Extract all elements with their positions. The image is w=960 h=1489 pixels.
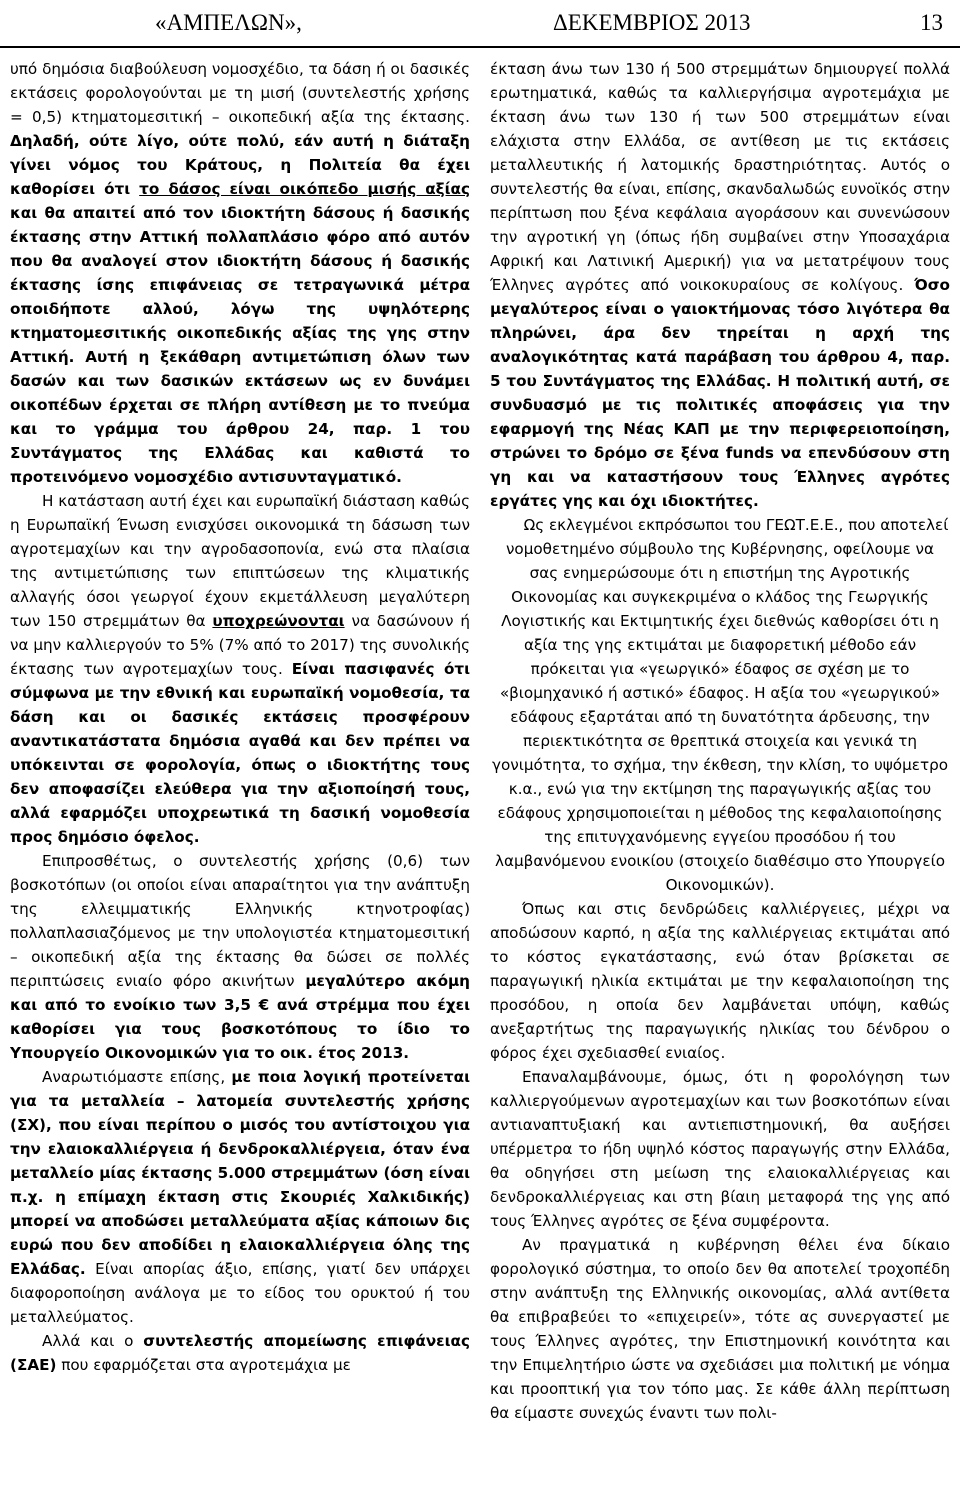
page-number: 13 <box>920 10 943 35</box>
text-run: το δάσος είναι οικόπεδο μισής αξίας <box>139 180 470 198</box>
text-run: Είναι απορίας άξιο, επίσης, γιατί δεν υπάρχει διαφοροποίηση ανάλογα με το είδος του ορυκτού ή του μεταλλεύματος. <box>10 1260 470 1326</box>
text-run: μεγαλύτερο ακόμη και από το ενοίκιο των 3,5 € ανά στρέμμα που έχει καθορίσει για τους βοσκοτόπους το ίδιο το Υπουργείο Οικονομικών για το οικ. έτος 2013. <box>10 972 470 1062</box>
header-rule <box>0 46 960 48</box>
paragraph <box>10 849 470 1065</box>
text-run: Όπως και στις δενδρώδεις καλλιέργειες, μέχρι να αποδώσουν καρπό, η αξία της καλλιέργειας εκτιμάται από το κόστος εγκατάστασης, ενώ όταν βρίσκεται σε παραγωγική ηλικία εκτιμάται με την κεφαλαιοποίηση της προσόδου, η οποία δεν λαμβάνεται υπόψη, καθώς ανεξαρτήτως της παραγωγικής ηλικίας του δένδρου ο φόρος έχει σχεδιασθεί ενιαίος. <box>490 900 950 1062</box>
text-run: Επιπροσθέτως, ο συντελεστής χρήσης (0,6) των βοσκοτόπων (οι οποίοι είναι απαραίτητοι για την ανάπτυξη της ελλειμματικής Ελληνικής κτηνοτροφίας) πολλαπλασιαζόμενος με την υπολογιστέα κτηματομεσιτική – οικοπεδική αξία της έκτασης θα δώσει σε πολλές περιπτώσεις ενιαίο φόρο ακινήτων <box>10 852 470 990</box>
text-run: Επαναλαμβάνουμε, όμως, ότι η φορολόγηση των καλλιεργούμενων αγροτεμαχίων και των βοσκοτόπων είναι αντιαναπτυξιακή και αντιεπιστημονική, θα αυξήσει υπέρμετρα το ήδη υψηλό κόστος παραγωγής στην Ελλάδα, θα οδηγήσει στη μείωση της ελαιοκαλλιέργειας και δενδροκαλλιέργειας και στη βίαιη μεταφορά της γης από τους Έλληνες αγρότες σε ξένα συμφέροντα. <box>490 1068 950 1230</box>
text-run: υποχρεώνονται <box>212 612 345 630</box>
right-column <box>490 57 950 1485</box>
text-run: υπό δημόσια διαβούλευση νομοσχέδιο, τα δάση ή οι δασικές εκτάσεις φορολογούνται με τη μισή (συντελεστής χρήσης = 0,5) κτηματομεσιτική – οικοπεδική αξία της έκτασης. <box>10 60 470 126</box>
text-run: Αναρωτιόμαστε επίσης, <box>42 1068 232 1086</box>
text-run: Όσο μεγαλύτερος είναι ο γαιοκτήμονας τόσο λιγότερα θα πληρώνει, άρα δεν τηρείται η αρχή της αναλογικότητας κατά παράβαση του άρθρου 4, παρ. 5 του Συντάγματος της Ελλάδας. Η πολιτική αυτή, σε συνδυασμό με τις πολιτικές αποφάσεις για την εφαρμογή της Νέας ΚΑΠ με την περιφερειοποίηση, στρώνει το δρόμο σε ξένα funds να επενδύσουν στη γη και να καταστήσουν τους Έλληνες αγρότες εργάτες γης και όχι ιδιοκτήτες. <box>490 276 950 510</box>
text-run: έκταση άνω των 130 ή 500 στρεμμάτων δημιουργεί πολλά ερωτηματικά, καθώς τα καλλιεργήσιμα αγροτεμάχια με έκταση άνω των 130 ή των 500 στρεμμάτων είναι ελάχιστα στην Ελλάδα, σε αντίθεση με τις εκτάσεις μεταλλευτικής ή λατομικής δραστηριότητας. Αυτός ο συντελεστής θα είναι, επίσης, σκανδαλωδώς ευνοϊκός στην περίπτωση που ξένα κεφάλαια αγοράσουν και συνενώσουν την αγροτική γη (όπως ήδη συμβαίνει στην Υποσαχάρια Αφρική και Λατινική Αμερική) για να μετατρέψουν τους Έλληνες αγρότες από νοικοκυραίους σε κολίγους. <box>490 60 950 294</box>
text-run: Αν πραγματικά η κυβέρνηση θέλει ένα δίκαιο φορολογικό σύστημα, το οποίο δεν θα αποτελεί τροχοπέδη στην ανάπτυξη της Ελληνικής οικονομίας, αλλά αντίθετα θα επιβραβεύει το «επιχειρείν», τότε ας συνεργαστεί με τους Έλληνες αγρότες, την Επιστημονική κοινότητα και την Επιμελητήριο ώστε να σχεδιάσει μια πολιτική με νόημα και προοπτική για τον τόπο μας. Σε κάθε άλλη περίπτωση θα είμαστε συνεχώς έναντι των πολι- <box>490 1236 950 1422</box>
paragraph <box>10 489 470 849</box>
paragraph <box>10 57 470 489</box>
paragraph <box>490 1233 950 1425</box>
issue-date: ΔΕΚΕΜΒΡΙΟΣ 2013 <box>553 10 751 35</box>
paragraph <box>490 513 950 897</box>
text-run: Είναι πασιφανές ότι σύμφωνα με την εθνική και ευρωπαϊκή νομοθεσία, τα δάση και οι δασικές εκτάσεις προσφέρουν αναντικατάστατα δημόσια αγαθά και δεν πρέπει να υπόκεινται σε φορολογία, όπως ο ιδιοκτήτης τους δεν αποφασίζει ελεύθερα για την αξιοποίησή τους, αλλά εφαρμόζει υποχρεωτικά τη δασική νομοθεσία προς δημόσιο όφελος. <box>10 660 470 846</box>
publication-title: «ΑΜΠΕΛΩΝ», <box>155 10 302 35</box>
paragraph <box>490 1065 950 1233</box>
paragraph <box>490 897 950 1065</box>
text-run: συντελεστής απομείωσης επιφάνειας (ΣΑΕ) <box>10 1332 470 1374</box>
text-run: Η κατάσταση αυτή έχει και ευρωπαϊκή διάσταση καθώς η Ευρωπαϊκή Ένωση ενισχύσει οικονομικά τη δάσωση των αγροτεμαχίων και την αγροδασοπονία, ενώ στα πλαίσια της αντιμετώπισης των επιπτώσεων της κλιματικής αλλαγής όσοι γεωργοί έχουν εκμετάλλευση μεγαλύτερη των 150 στρεμμάτων θα <box>10 492 470 630</box>
text-run: Δηλαδή, ούτε λίγο, ούτε πολύ, εάν αυτή η διάταξη γίνει νόμος του Κράτους, η Πολιτεία θα έχει καθορίσει ότι <box>10 132 470 198</box>
text-run: που εφαρμόζεται στα αγροτεμάχια με <box>56 1356 351 1374</box>
text-run: και θα απαιτεί από τον ιδιοκτήτη δάσους ή δασικής έκτασης στην Αττική πολλαπλάσιο φόρο από αυτόν που θα αναλογεί στον ιδιοκτήτη δάσους ή δασικής έκτασης ίσης επιφάνειας σε τετραγωνικά μέτρα οποιδήποτε αλλού, λόγω της υψηλότερης κτηματομεσιτικής οικοπεδικής αξίας της γης στην Αττική. Αυτή η ξεκάθαρη αντιμετώπιση όλων των δασών και των δασικών εκτάσεων ως εν δυνάμει οικοπέδων έρχεται σε πλήρη αντίθεση με το πνεύμα και το γράμμα του άρθρου 24, παρ. 1 του Συντάγματος της Ελλάδας και καθιστά το προτεινόμενο νομοσχέδιο αντισυνταγματικό. <box>10 204 470 486</box>
left-column <box>10 57 470 1485</box>
page-header <box>0 0 960 52</box>
text-run: να δασώνουν ή να μην καλλιεργούν το 5% (7% από το 2017) της συνολικής έκτασης των αγροτεμαχίων τους. <box>10 612 470 678</box>
paragraph <box>10 1065 470 1329</box>
text-run: Αλλά και ο <box>42 1332 144 1350</box>
text-run: Ως εκλεγμένοι εκπρόσωποι του ΓΕΩΤ.Ε.Ε., που αποτελεί νομοθετημένο σύμβουλο της Κυβέρνησης, οφείλουμε να σας ενημερώσουμε ότι η επιστήμη της Αγροτικής Οικονομίας και συγκεκριμένα ο κλάδος της Γεωργικής Λογιστικής και Εκτιμητικής έχει διεθνώς καθορίσει ότι η αξία της γης εκτιμάται με διαφορετική μέθοδο εάν πρόκειται για «γεωργικό» έδαφος σε σχέση με το «βιομηχανικό ή αστικό» έδαφος. Η αξία του «γεωργικού» εδάφους εξαρτάται από τη δυνατότητα άρδευσης, την περιεκτικότητα σε θρεπτικά στοιχεία και γενικά τη γονιμότητα, το σχήμα, την έκθεση, την κλίση, το υψόμετρο κ.α., ενώ για την εκτίμηση της παραγωγικής αξίας του εδάφους χρησιμοποιείται η μέθοδος της κεφαλαιοποίησης της επιτυγχανόμενης εγγείου προσόδου ή του λαμβανόμενου ενοικίου (στοιχείο διαθέσιμο στο Υπουργείο Οικονομικών). <box>491 516 949 894</box>
paragraph <box>10 1329 470 1377</box>
paragraph <box>490 57 950 513</box>
text-run: με ποια λογική προτείνεται για τα μεταλλεία – λατομεία συντελεστής χρήσης (ΣΧ), που είναι περίπου ο μισός του αντίστοιχου για την ελαιοκαλλιέργεια ή δενδροκαλλιέργεια, όταν ένα μεταλλείο μίας έκτασης 5.000 στρεμμάτων (όση είναι π.χ. η επίμαχη έκταση στις Σκουριές Χαλκιδικής) μπορεί να αποδώσει μεταλλεύματα αξίας κάποιων δις ευρώ που δεν αποδίδει η ελαιοκαλλιέργεια όλης της Ελλάδας. <box>10 1068 470 1278</box>
